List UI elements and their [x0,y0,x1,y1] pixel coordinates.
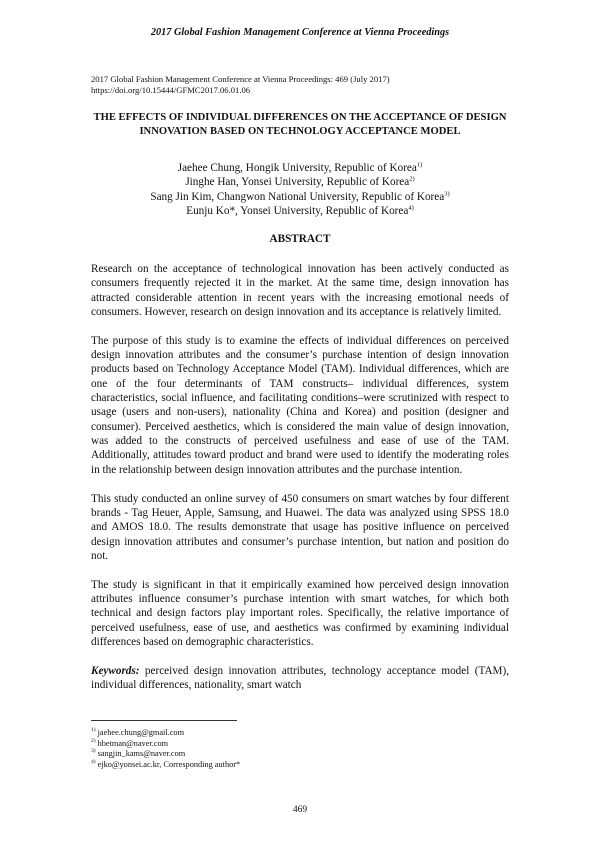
footnote [91,728,391,739]
footnote-divider [91,720,237,721]
footnote-mark: 4) [408,204,414,212]
citation-line: 2017 Global Fashion Management Conference at Vienna Proceedings: 469 (July 2017) [91,74,390,84]
abstract-paragraph: The purpose of this study is to examine the effects of individual differences on perceived design innovation attributes and the consumer’s purchase intention of design innovation products based on Technology Acceptance Model (TAM). Individual differences, which are one of the four determinants of TAM constructs– individual differences, system characteristics, social influence, and facilitating conditions–were scrutinized with respect to usage (users and non-users), nationality (China and Korea) and position (designer and consumer). Perceived aesthetics, which is considered the main value of design innovation, was added to the constructs of perceived usefulness and ease of use of the TAM. Additionally, attitudes toward product and brand were used to identify the moderating roles in the relationship between design innovation attributes and the purchase intention. [91,334,509,476]
keywords-text: perceived design innovation attributes, technology acceptance model (TAM), individual differences, nationality, smart watch [91,664,509,691]
author-line [60,161,540,175]
author-line [60,204,540,218]
paper-title: THE EFFECTS OF INDIVIDUAL DIFFERENCES ON THE ACCEPTANCE OF DESIGN INNOVATION BASED ON TECHNOLOGY ACCEPTANCE MODEL [93,112,507,137]
author-list [60,161,540,219]
author-line [60,190,540,204]
footnote-mark: 2) [409,175,415,183]
page-number: 469 [292,805,308,815]
author-text: Eunju Ko*, Yonsei University, Republic of Korea [186,205,409,218]
footnotes [91,728,391,770]
footnote [91,760,391,771]
footnote-mark: 2) [91,737,96,744]
author-text: Jinghe Han, Yonsei University, Republic of Korea [185,176,410,189]
footnote-mark: 1) [91,727,96,734]
abstract-heading: ABSTRACT [269,233,331,245]
footnote-email: hbetman@naver.com [97,738,169,748]
footnote-mark: 3) [444,190,450,198]
author-text: Sang Jin Kim, Changwon National University, Republic of Korea [150,190,445,203]
footnote [91,749,391,760]
author-line [60,175,540,189]
footnote-mark: 4) [91,759,96,766]
author-text: Jaehee Chung, Hongik University, Republic of Korea [177,162,417,174]
keywords-paragraph [91,664,509,693]
abstract-paragraph: The study is significant in that it empirically examined how perceived design innovation attributes influence consumer’s purchase intention with smart watches, for which both technical and design factors play important roles. Specifically, the relative importance of perceived usefulness, ease of use, and aesthetics was confirmed by examining individual differences based on demographic characteristics. [91,578,509,648]
footnote-email: jaehee.chung@gmail.com [97,728,185,737]
footnote-mark: 3) [91,748,96,755]
keywords-label: Keywords: [91,664,140,677]
abstract-paragraph: This study conducted an online survey of 450 consumers on smart watches by four different brands - Tag Heuer, Apple, Samsung, and Huawei. The data was analyzed using SPSS 18.0 and AMOS 18.0. The results demonstrate that usage has positive influence on perceived design innovation attributes and consumer’s purchase intention, but nation and position do not. [91,492,509,562]
citation-block [91,74,511,96]
running-head: 2017 Global Fashion Management Conference at Vienna Proceedings [150,27,450,38]
footnote-email: sangjin_kams@naver.com [97,749,186,759]
footnote-email: ejko@yonsei.ac.kr, Corresponding author* [97,759,241,769]
footnote [91,739,391,750]
abstract-body [91,262,509,707]
doi-line: https://doi.org/10.15444/GFMC2017.06.01.06 [91,84,251,95]
footnote-mark: 1) [416,161,423,169]
abstract-paragraph: Research on the acceptance of technological innovation has been actively conducted as consumers frequently rejected it in the market. At the same time, design innovation has attracted considerable attention in recent years with the increasing emotional needs of consumers. However, research on design innovation and its acceptance is relatively limited. [91,263,509,319]
